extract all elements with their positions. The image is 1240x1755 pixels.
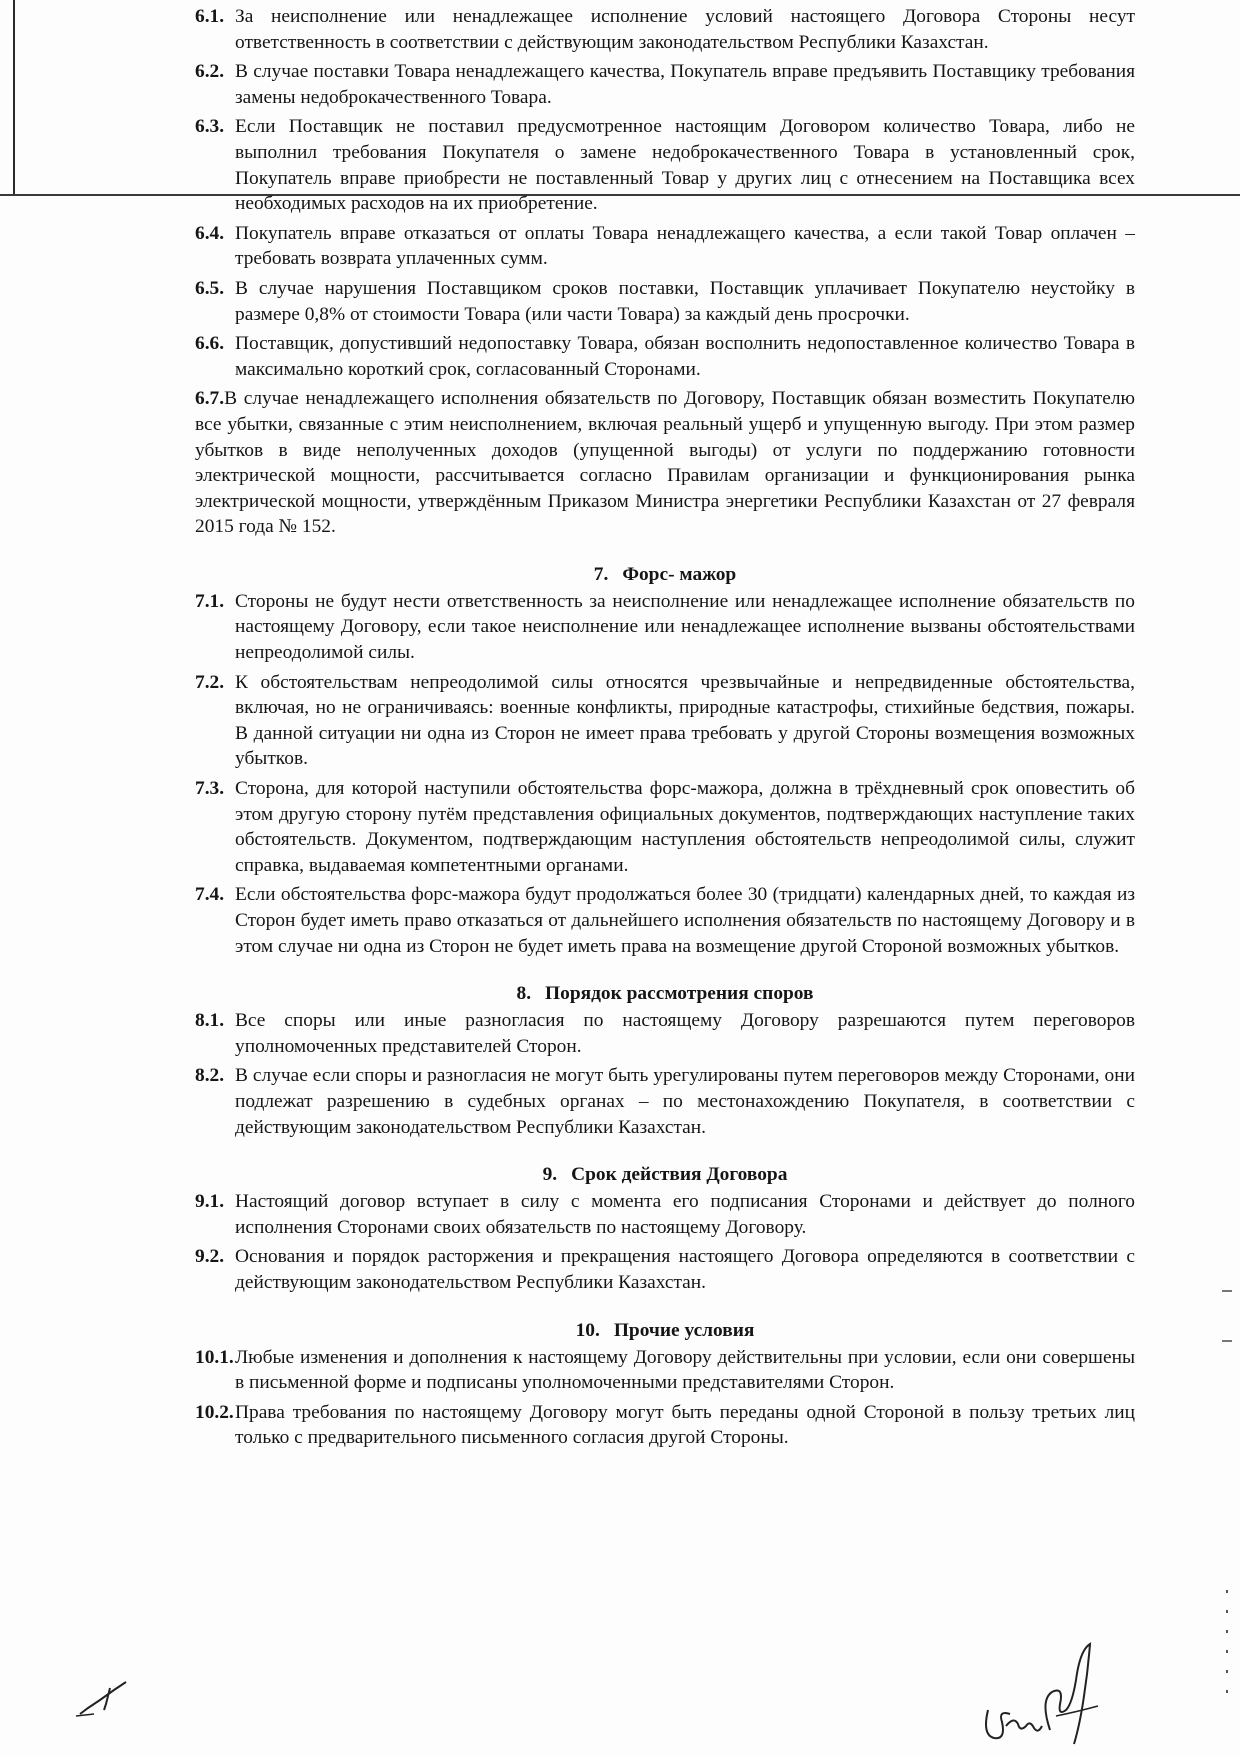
initials-mark bbox=[70, 1670, 140, 1725]
clause-number: 6.2. bbox=[195, 61, 225, 83]
section-heading bbox=[195, 981, 1135, 1006]
scan-margin-line bbox=[13, 0, 15, 196]
scan-artifact bbox=[1222, 1340, 1232, 1342]
section-number: 8. bbox=[516, 983, 532, 1005]
scan-artifact bbox=[1226, 1610, 1228, 1613]
section-title: Форс- мажор bbox=[622, 563, 737, 585]
clause-text: В случае нарушения Поставщиком сроков поставки, Поставщик уплачивает Покупателю неустойку в размере 0,8% от стоимости Товара (или части Товара) за каждый день просрочки. bbox=[235, 277, 1135, 325]
clause-text: Если Поставщик не поставил предусмотренное настоящим Договором количество Товара, либо не выполнил требования Покупателя о замене недоброкачественного Товара в установленный срок, Покупатель вправе приобрести не поставленный Товар у других лиц с отнесением на Поставщика всех необходимых расходов на их приобретение. bbox=[235, 116, 1135, 215]
clause-number: 7.3. bbox=[195, 778, 225, 800]
clause-number: 6.5. bbox=[195, 277, 225, 299]
clause-text: Настоящий договор вступает в силу с момента его подписания Сторонами и действует до полного исполнения Сторонами своих обязательств по настоящему Договору. bbox=[235, 1191, 1135, 1238]
clause bbox=[195, 882, 1135, 959]
document-body bbox=[195, 4, 1135, 1455]
clause-text: К обстоятельствам непреодолимой силы относятся чрезвычайные и непредвиденные обстоятельства, включая, но не ограничиваясь: военные конфликты, природные катастрофы, стихийные бедствия, пожары. В данной ситуации ни одна из Сторон не имеет права требовать у другой Стороны возмещения возможных убытков. bbox=[235, 671, 1135, 770]
clause-text: В случае ненадлежащего исполнения обязательств по Договору, Поставщик обязан возместить Покупателю все убытки, связанные с этим неисполнением, включая реальный ущерб и упущенную выгоду. При этом размер убытков в виде неполученных доходов (упущенной выгоды) от услуги по поддержанию готовности электрической мощности, рассчитывается согласно Правилам организации и функционирования рынка электрической мощности, утверждённым Приказом Министра энергетики Республики Казахстан от 27 февраля 2015 года № 152. bbox=[195, 388, 1135, 538]
section-title: Порядок рассмотрения споров bbox=[545, 983, 814, 1005]
clause-text: Права требования по настоящему Договору могут быть переданы одной Стороной в пользу третьих лиц только с предварительного письменного согласия другой Стороны. bbox=[235, 1401, 1135, 1449]
clause-text: Поставщик, допустивший недопоставку Товара, обязан восполнить недопоставленное количество Товара в максимально короткий срок, согласованный Сторонами. bbox=[235, 333, 1135, 380]
clause bbox=[195, 276, 1135, 327]
clause-number: 6.3. bbox=[195, 116, 225, 138]
clause bbox=[195, 4, 1135, 55]
clause bbox=[195, 59, 1135, 110]
section-number: 7. bbox=[593, 563, 609, 585]
handwritten-signature bbox=[980, 1640, 1110, 1755]
clause-text: Сторона, для которой наступили обстоятельства форс-мажора, должна в трёхдневный срок оповестить об этом другую сторону путём представления официальных документов, подтверждающих наступление таких обстоятельств. Документом, подтверждающим наступления обстоятельств непреодолимой силы, служит справка, выдаваемая компетентными органами. bbox=[235, 778, 1135, 876]
clause-number: 8.1. bbox=[195, 1010, 225, 1032]
clause bbox=[195, 221, 1135, 272]
section-number: 10. bbox=[575, 1319, 600, 1341]
clause-text: В случае если споры и разногласия не могут быть урегулированы путем переговоров между Сторонами, они подлежат разрешению в судебных органах – по местонахождению Покупателя, в соответствии с действующим законодательством Республики Казахстан. bbox=[235, 1065, 1135, 1138]
clause-text: В случае поставки Товара ненадлежащего качества, Покупатель вправе предъявить Поставщику требования замены недоброкачественного Товара. bbox=[235, 61, 1135, 108]
scan-artifact bbox=[1226, 1690, 1228, 1693]
clause-text: Покупатель вправе отказаться от оплаты Товара ненадлежащего качества, а если такой Товар оплачен – требовать возврата уплаченных сумм. bbox=[235, 222, 1135, 270]
section-number: 9. bbox=[542, 1164, 558, 1186]
clause-number: 9.2. bbox=[195, 1246, 225, 1268]
scan-artifact bbox=[1226, 1650, 1228, 1653]
clause bbox=[195, 114, 1135, 216]
scan-artifact bbox=[1226, 1630, 1228, 1633]
clause bbox=[195, 1189, 1135, 1240]
clause-text: Стороны не будут нести ответственность за неисполнение или ненадлежащее исполнение обязательств по настоящему Договору, если такое неисполнение или ненадлежащее исполнение вызваны обстоятельствами непреодолимой силы. bbox=[235, 590, 1135, 664]
clause bbox=[195, 1063, 1135, 1140]
clause-text: Любые изменения и дополнения к настоящему Договору действительны при условии, если они совершены в письменной форме и подписаны уполномоченными представителями Сторон. bbox=[235, 1346, 1135, 1394]
section-title: Срок действия Договора bbox=[571, 1164, 788, 1186]
clause bbox=[195, 589, 1135, 666]
scan-artifact bbox=[1226, 1670, 1228, 1673]
clause-number: 6.6. bbox=[195, 333, 225, 355]
clause-number: 10.1. bbox=[195, 1346, 234, 1368]
clause bbox=[195, 776, 1135, 878]
clause bbox=[195, 386, 1135, 540]
section-title: Прочие условия bbox=[613, 1319, 755, 1341]
scan-artifact bbox=[1226, 1590, 1228, 1593]
clause-number: 7.2. bbox=[195, 671, 225, 693]
section-heading bbox=[195, 562, 1135, 587]
clause-text: Если обстоятельства форс-мажора будут продолжаться более 30 (тридцати) календарных дней, то каждая из Сторон будет иметь право отказаться от дальнейшего исполнения обязательств по настоящему Договору и в этом случае ни одна из Сторон не будет иметь права на возмещение другой Стороной возможных убытков. bbox=[235, 884, 1135, 957]
section-heading bbox=[195, 1318, 1135, 1343]
clause-text: Все споры или иные разногласия по настоящему Договору разрешаются путем переговоров уполномоченных представителей Сторон. bbox=[235, 1010, 1135, 1057]
clause-number: 6.1. bbox=[195, 6, 225, 27]
clause bbox=[195, 1345, 1135, 1396]
clause-text: Основания и порядок расторжения и прекращения настоящего Договора определяются в соответствии с действующим законодательством Республики Казахстан. bbox=[235, 1246, 1135, 1293]
scan-artifact bbox=[1222, 1290, 1232, 1292]
clause bbox=[195, 1244, 1135, 1295]
clause-number: 6.4. bbox=[195, 222, 225, 244]
clause bbox=[195, 331, 1135, 382]
clause-number: 9.1. bbox=[195, 1191, 225, 1213]
clause bbox=[195, 670, 1135, 772]
clause-number: 10.2. bbox=[195, 1401, 234, 1423]
clause bbox=[195, 1400, 1135, 1451]
clause-text: За неисполнение или ненадлежащее исполнение условий настоящего Договора Стороны несут ответственность в соответствии с действующим законодательством Республики Казахстан. bbox=[235, 6, 1135, 53]
section-heading bbox=[195, 1162, 1135, 1187]
clause-number: 6.7. bbox=[195, 388, 225, 410]
clause-number: 7.1. bbox=[195, 590, 225, 612]
clause-number: 7.4. bbox=[195, 884, 225, 906]
clause bbox=[195, 1008, 1135, 1059]
clause-number: 8.2. bbox=[195, 1065, 225, 1087]
